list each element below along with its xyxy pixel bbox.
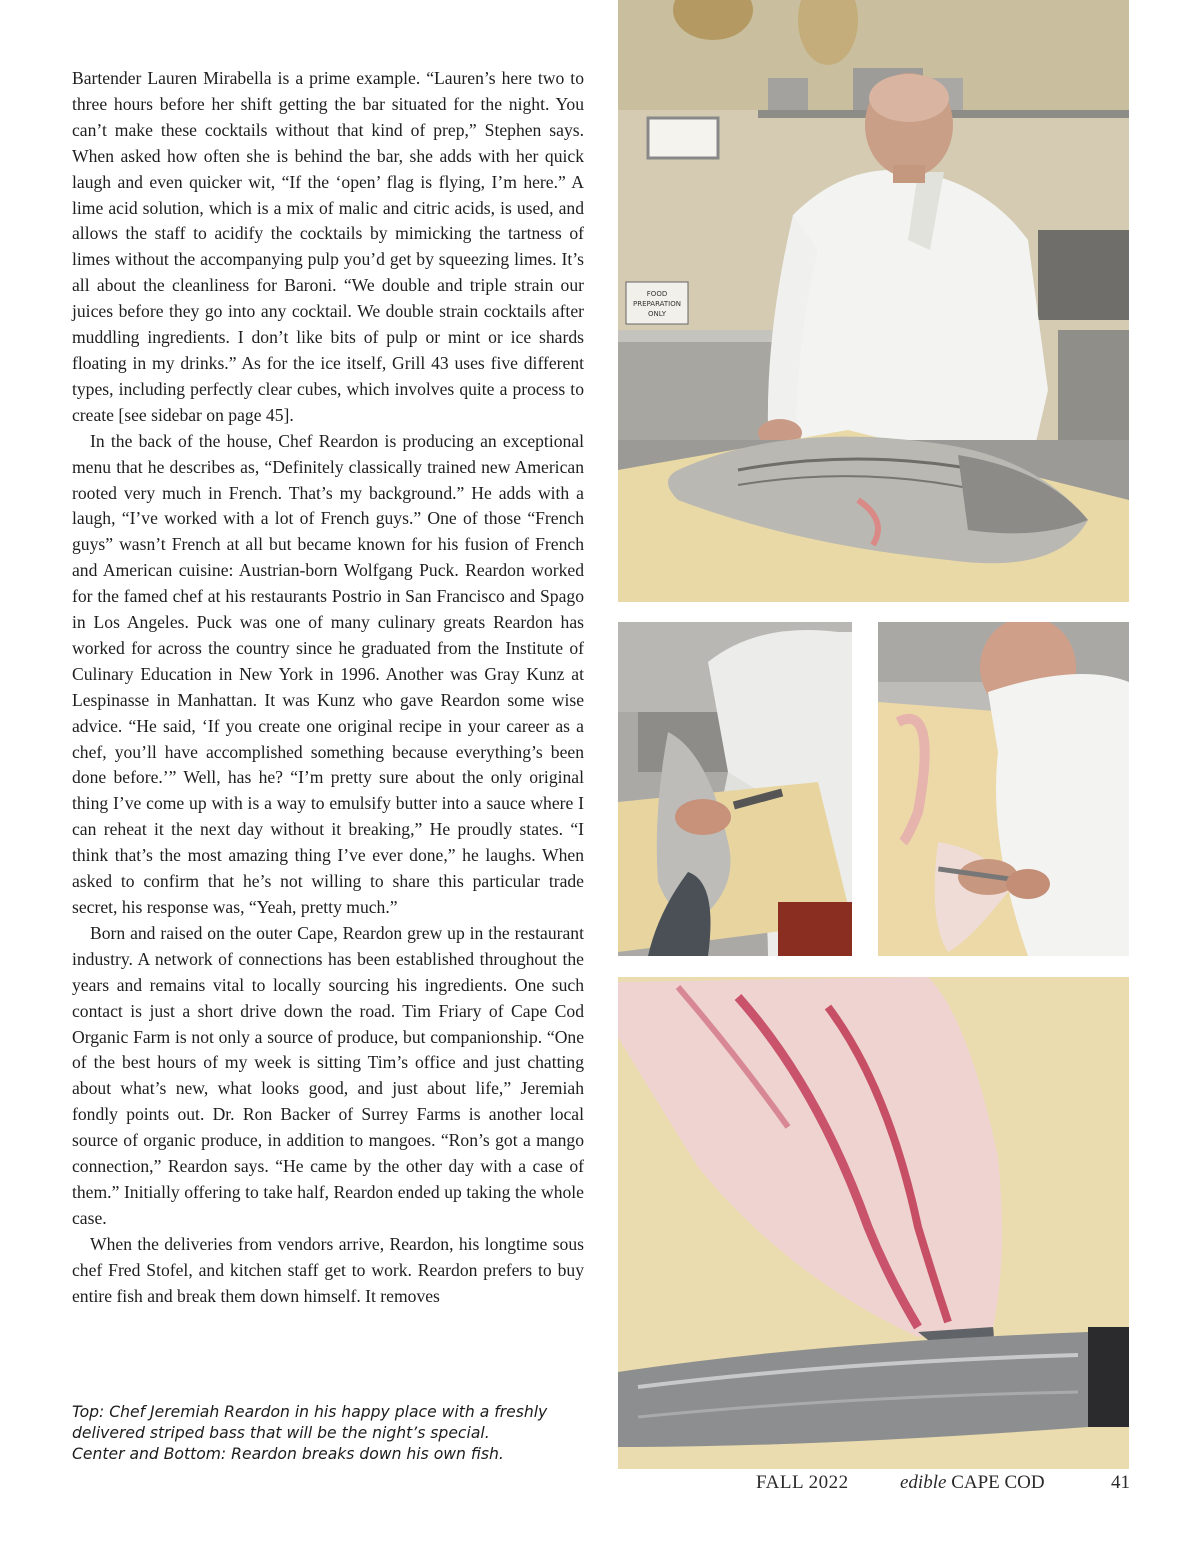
article-paragraph: When the deliveries from vendors arrive, Reardon, his longtime sous chef Fred Stofel, and kitchen staff get to work. Reardon prefers to buy entire fish and break them down himself. It removes (72, 1233, 584, 1306)
brand-italic: edible (900, 1472, 947, 1493)
caption-line: Center and Bottom: Reardon breaks down his own fish. (72, 1445, 504, 1463)
sign-line: FOOD (646, 290, 668, 298)
article-paragraph: In the back of the house, Chef Reardon is producing an exceptional menu that he describes as, “Definitely classically trained new American rooted very much in French. That’s my background.” He adds with a laugh, “I’ve worked with a lot of French guys.” One of those “French guys” wasn’t French at all but became known for his fusion of French and American cuisine: Austrian-born Wolfgang Puck. Reardon worked for the famed chef at his restaurants Postrio in San Francisco and Spago in Los Angeles. Puck was one of many culinary greats Reardon has worked for across the country since he graduated from the Institute of Culinary Education in New York in 1996. Another was Gray Kunz at Lespinasse in Manhattan. It was Kunz who gave Reardon some wise advice. “He said, ‘If you create one original recipe in your career as a chef, you’ll have accomplished something because everything’s been done before.’” Well, has he? “I’m pretty sure about the only original thing I’ve come up with is a way to emulsify butter into a sauce where I can reheat it the next day without it breaking,” He proudly states. “I think that’s the most amazing thing I’ve ever done,” he laughs. When asked to confirm that he’s not willing to share this particular trade secret, his response was, “Yeah, pretty much.” (72, 430, 584, 917)
sign-line: PREPARATION (633, 300, 681, 308)
article-paragraph: Bartender Lauren Mirabella is a prime example. “Lauren’s here two to three hours before her shift getting the bar situated for the night. You can’t make these cocktails without that kind of prep,” Stephen says. When asked how often she is behind the bar, she adds with her quick laugh and even quicker wit, “If the ‘open’ flag is flying, I’m here.” A lime acid solution, which is a mix of malic and citric acids, is used, and allows the staff to acidify the cocktails by mimicking the tartness of limes without the accompanying pulp you’d get by squeezing limes. It’s all about the cleanliness for Baroni. “We double and triple strain our juices before they go into any cocktail. We double strain cocktails after muddling ingredients. I don’t like bits of pulp or mint or ice shards floating in my drinks.” As for the ice itself, Grill 43 uses five different types, including perfectly clear cubes, which involves quite a process to create [see sidebar on page 45]. (72, 68, 584, 425)
photo-caption (72, 1402, 592, 1465)
caption-line: delivered striped bass that will be the night’s special. (72, 1424, 490, 1442)
photo-filleting-fish (878, 622, 1129, 956)
caption-line: Top: Chef Jeremiah Reardon in his happy place with a freshly (72, 1403, 548, 1421)
photo-cutting-fish-tail (618, 622, 852, 956)
brand-rest: CAPE COD (951, 1472, 1045, 1493)
photo-fish-fillet-knife (618, 977, 1129, 1469)
article-body (72, 66, 584, 1310)
page-footer (740, 1472, 1130, 1502)
sign-line: ONLY (648, 310, 666, 318)
article-paragraph: Born and raised on the outer Cape, Reardon grew up in the restaurant industry. A network of connections has been established throughout the years and remains vital to locally sourcing his ingredients. One such contact is just a short drive down the road. Tim Friary of Cape Cod Organic Farm is not only a source of produce, but companionship. “One of the best hours of my week is sitting Tim’s office and just chatting about what’s new, what looks good, and just about life,” Jeremiah fondly points out. Dr. Ron Backer of Surrey Farms is another local source of organic produce, in addition to mangoes. “Ron’s got a mango connection,” Reardon says. “He came by the other day with a case of them.” Initially offering to take half, Reardon ended up taking the whole case. (72, 922, 584, 1228)
magazine-name (900, 1472, 1045, 1494)
issue-season: FALL 2022 (756, 1472, 849, 1493)
page-number: 41 (1111, 1472, 1130, 1493)
photo-chef-with-fish (618, 0, 1129, 602)
food-prep-sign (626, 282, 688, 324)
